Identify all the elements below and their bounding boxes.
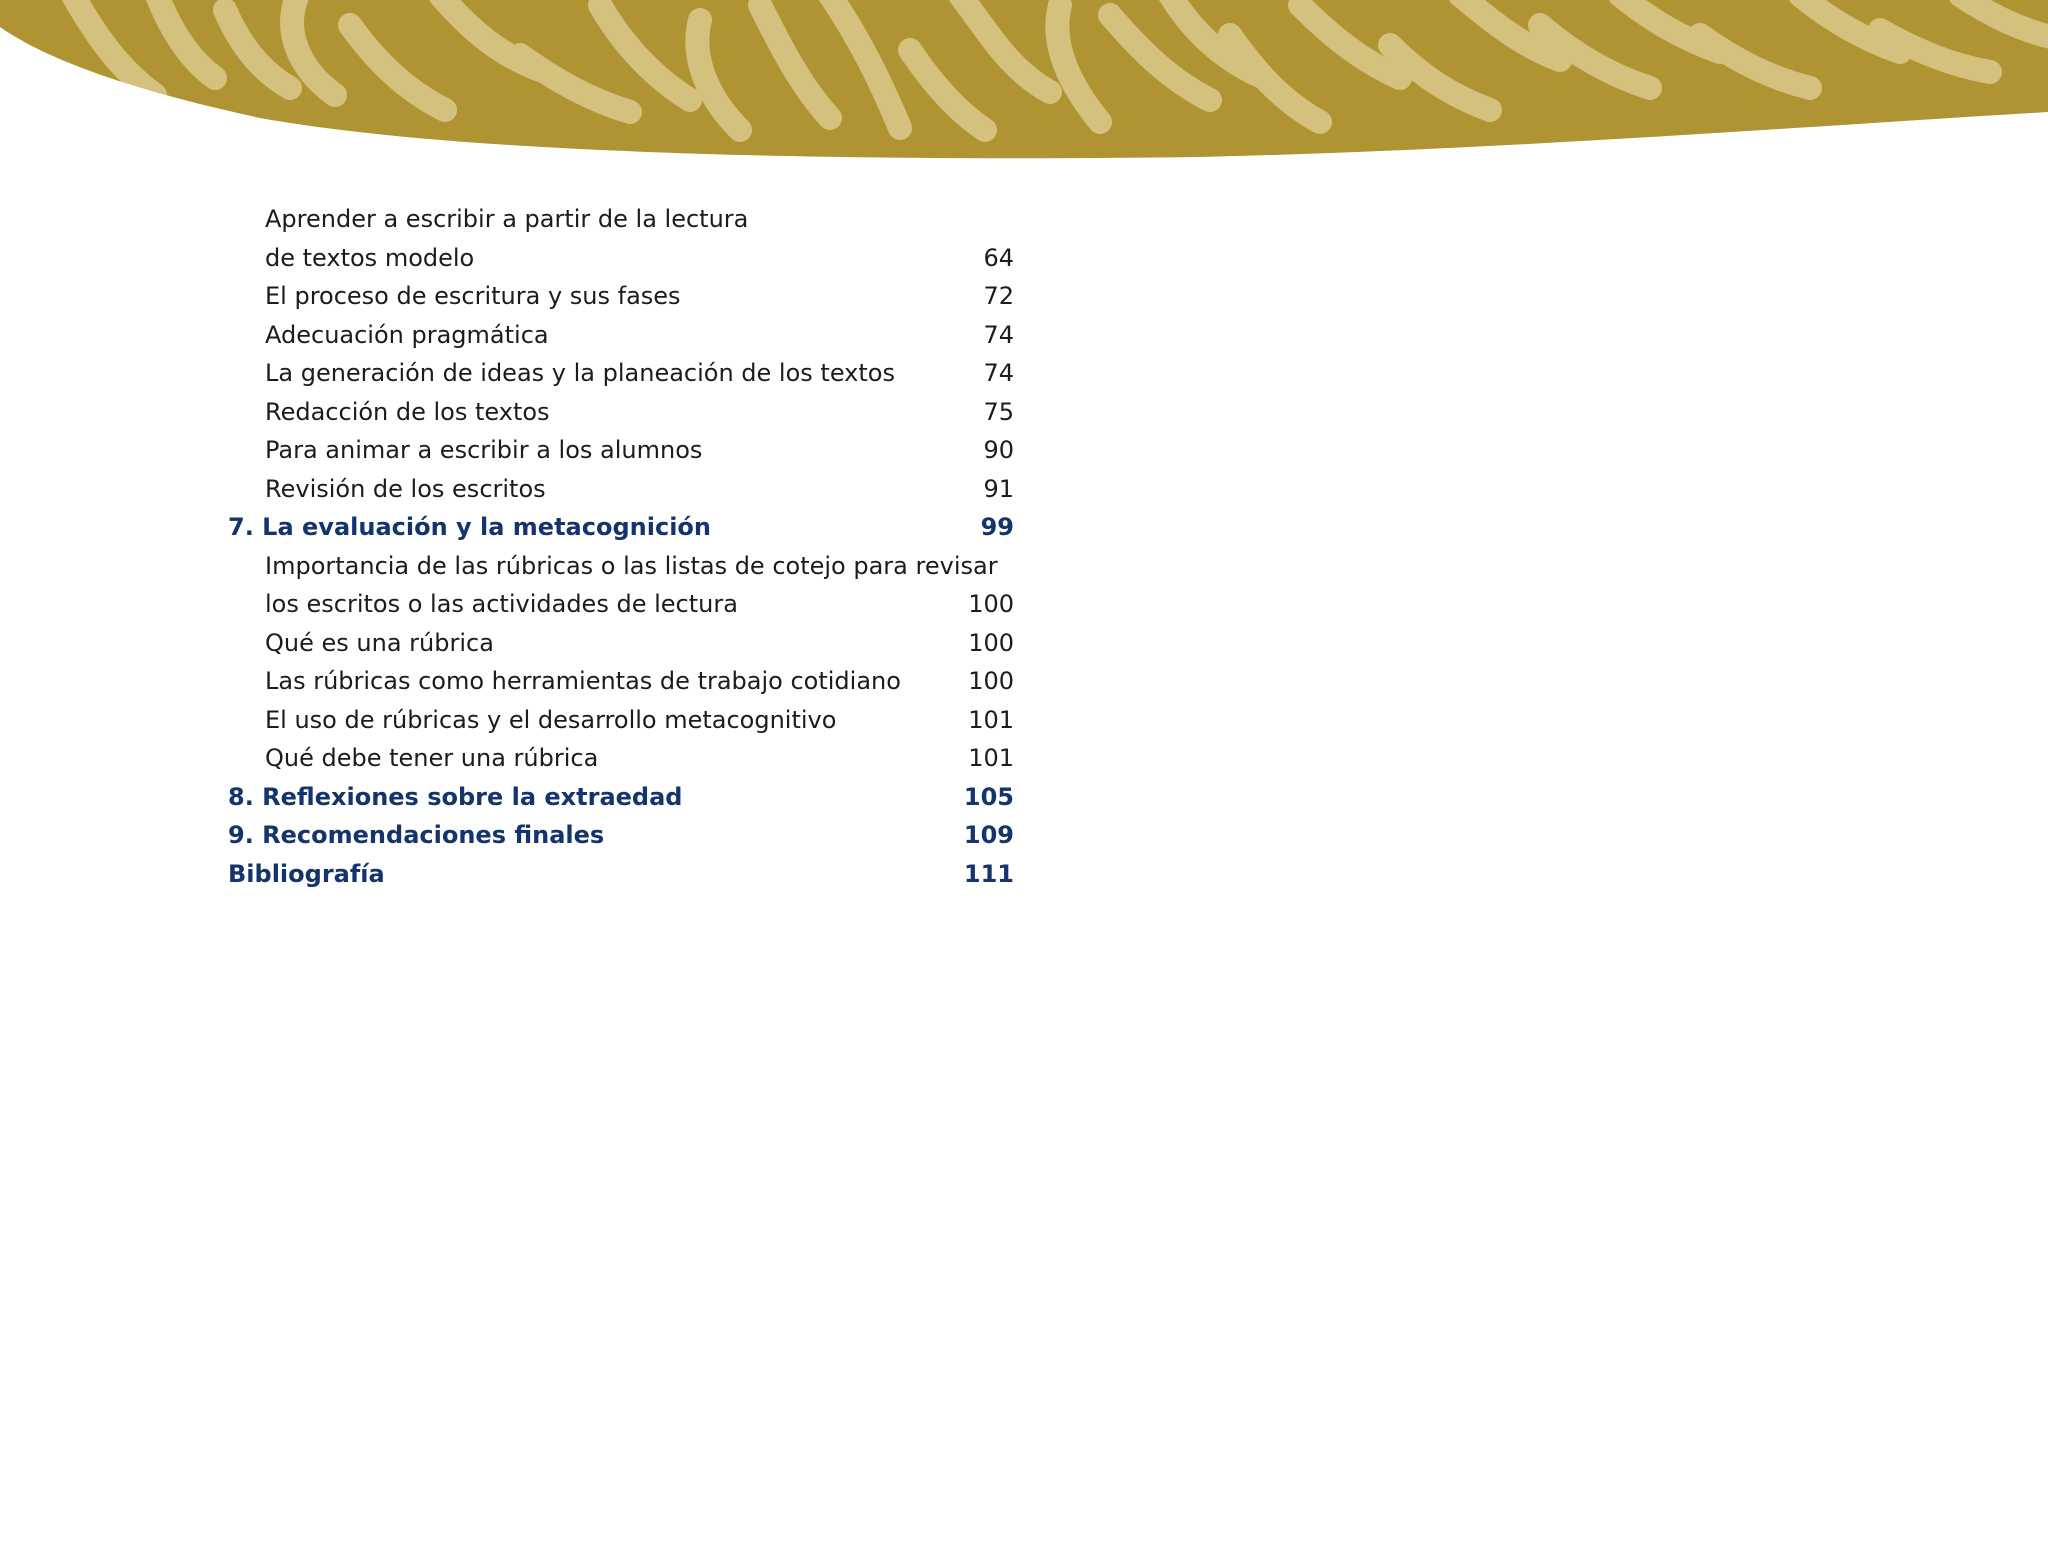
toc-chapter-row [228, 778, 1014, 817]
toc-entry-row [228, 277, 1014, 316]
toc-page-number: 64 [983, 243, 1014, 272]
toc-chapter-row [228, 816, 1014, 855]
toc-entry-title: Qué es una rúbrica [265, 628, 494, 657]
toc-entry-row [228, 431, 1014, 470]
toc-page-number: 100 [968, 628, 1014, 657]
toc-page-number: 75 [983, 397, 1014, 426]
toc-entry-title: Para animar a escribir a los alumnos [265, 436, 703, 464]
toc-entry-row [228, 701, 1014, 740]
toc-page-number: 105 [963, 782, 1014, 811]
toc-entry-row [228, 316, 1014, 355]
toc-page-number: 74 [983, 359, 1014, 387]
toc-entry-title: los escritos o las actividades de lectura [265, 590, 738, 618]
toc-page-number: 111 [963, 859, 1014, 888]
toc-page-number: 100 [968, 667, 1014, 695]
toc-entry-title: Adecuación pragmática [265, 320, 549, 349]
toc-entry-title: La generación de ideas y la planeación de los textos [265, 359, 895, 387]
toc-page-number: 91 [983, 474, 1014, 503]
toc-entry-title: Importancia de las rúbricas o las listas de cotejo para revisar [265, 551, 998, 580]
toc-entry-row [228, 393, 1014, 432]
toc-page-number: 90 [983, 436, 1014, 464]
toc-entry-title: El uso de rúbricas y el desarrollo metacognitivo [265, 705, 837, 734]
toc-entry-title: de textos modelo [265, 243, 475, 272]
toc-entry-title: Las rúbricas como herramientas de trabajo cotidiano [265, 667, 901, 695]
toc-entry-row [228, 239, 1014, 278]
toc-entry-row [228, 624, 1014, 663]
toc-entry-row [228, 585, 1014, 624]
toc-entry-row [228, 662, 1014, 701]
toc-entry-row [228, 739, 1014, 778]
toc-page-number: 99 [980, 513, 1014, 541]
toc-entry-title: 9. Recomendaciones finales [228, 821, 605, 849]
toc-page-number: 101 [968, 705, 1014, 734]
toc-page-number: 101 [968, 744, 1014, 772]
toc-entry-row [228, 200, 1014, 239]
toc-entry-title: Redacción de los textos [265, 397, 550, 426]
toc-entry-title: Qué debe tener una rúbrica [265, 744, 599, 772]
toc-entry-title: Bibliografía [228, 859, 385, 888]
toc-chapter-row [228, 855, 1014, 894]
toc-entry-row [228, 470, 1014, 509]
table-of-contents [228, 200, 1014, 893]
toc-page-number: 74 [983, 320, 1014, 349]
toc-page-number: 100 [968, 590, 1014, 618]
toc-entry-title: Revisión de los escritos [265, 474, 546, 503]
toc-entry-title: Aprender a escribir a partir de la lectura [265, 205, 749, 233]
toc-entry-row [228, 547, 1014, 586]
toc-entry-title: El proceso de escritura y sus fases [265, 282, 681, 310]
toc-entry-title: 7. La evaluación y la metacognición [228, 513, 711, 541]
toc-chapter-row [228, 508, 1014, 547]
toc-entry-row [228, 354, 1014, 393]
toc-page-number: 109 [963, 821, 1014, 849]
toc-entry-title: 8. Reflexiones sobre la extraedad [228, 782, 683, 811]
toc-page-number: 72 [983, 282, 1014, 310]
decorative-banner [0, 0, 2048, 170]
